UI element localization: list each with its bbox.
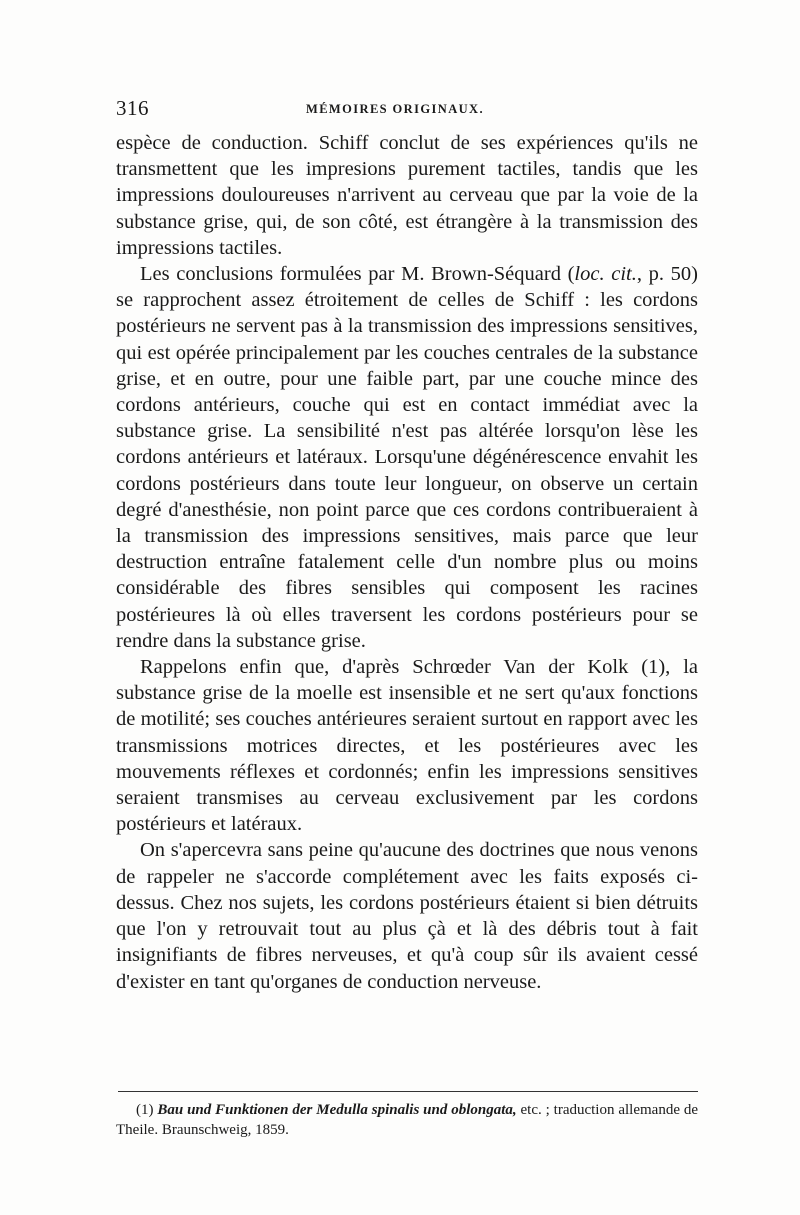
- running-title: MÉMOIRES ORIGINAUX.: [306, 102, 484, 116]
- paragraph-1: espèce de conduction. Schiff conclut de ses expériences qu'ils ne transmettent que les impresions purement tactiles, tandis que les impressions douloureuses n'arrivent au cerveau que par la voie de la substance grise, qui, de son côté, est étrangère à la transmission des impressions tactiles.: [116, 132, 698, 259]
- citation-loc-cit: loc. cit.: [574, 263, 637, 286]
- paragraph-2: [116, 261, 698, 654]
- footnote-work-title: Bau und Funktionen der Medulla spinalis und oblongata,: [157, 1102, 517, 1118]
- footnote-divider: [118, 1091, 698, 1092]
- paragraph-4: On s'apercevra sans peine qu'aucune des doctrines que nous venons de rappeler ne s'accorde complétement avec les faits exposés ci-dessus. Chez nos sujets, les cordons postérieurs étaient si bien détruits que l'on y retrouvait tout au plus çà et là des débris tout à fait insignifiants de fibres nerveuses, et qu'à coup sûr ils avaient cessé d'exister en tant qu'organes de conduction nerveuse.: [116, 839, 698, 993]
- footnote-details: etc. ; traduction allemande de Theile. Braunschweig, 1859.: [116, 1102, 698, 1138]
- paragraph-2-start: Les conclusions formulées par M. Brown-Séquard (: [140, 263, 575, 286]
- footnote: [116, 1100, 698, 1140]
- footnote-marker: (1): [136, 1102, 154, 1118]
- body-text: [116, 130, 698, 995]
- page-number: 316: [116, 96, 149, 120]
- paragraph-2-rest: , p. 50) se rapprochent assez étroitement de celles de Schiff : les cordons postérieurs ne servent pas à la transmission des impressions sensitives, qui est opérée principalement par les couches centrales de la substance grise, et en outre, pour une faible part, par une couche mince des cordons antérieurs, couche qui est en contact immédiat avec la substance grise. La sensibilité n'est pas altérée lorsqu'on lèse les cordons antérieurs et latéraux. Lorsqu'une dégénérescence envahit les cordons postérieurs dans toute leur longueur, on observe un certain degré d'anesthésie, non point parce que ces cordons contribueraient à la transmission des impressions sensitives, mais parce que leur destruction entraîne fatalement celle d'un nombre plus ou moins considérable des fibres sensibles qui composent les racines postérieures là où elles traversent les cordons postérieurs pour se rendre dans la substance grise.: [116, 263, 698, 652]
- paragraph-3: Rappelons enfin que, d'après Schrœder Van der Kolk (1), la substance grise de la moelle est insensible et ne sert qu'aux fonctions de motilité; ses couches antérieures seraient surtout en rapport avec les transmissions motrices directes, et les postérieures avec les mouvements réflexes et cordonnés; enfin les impressions sensitives seraient transmises au cerveau exclusivement par les cordons postérieurs et latéraux.: [116, 656, 698, 836]
- page-header: [116, 94, 696, 124]
